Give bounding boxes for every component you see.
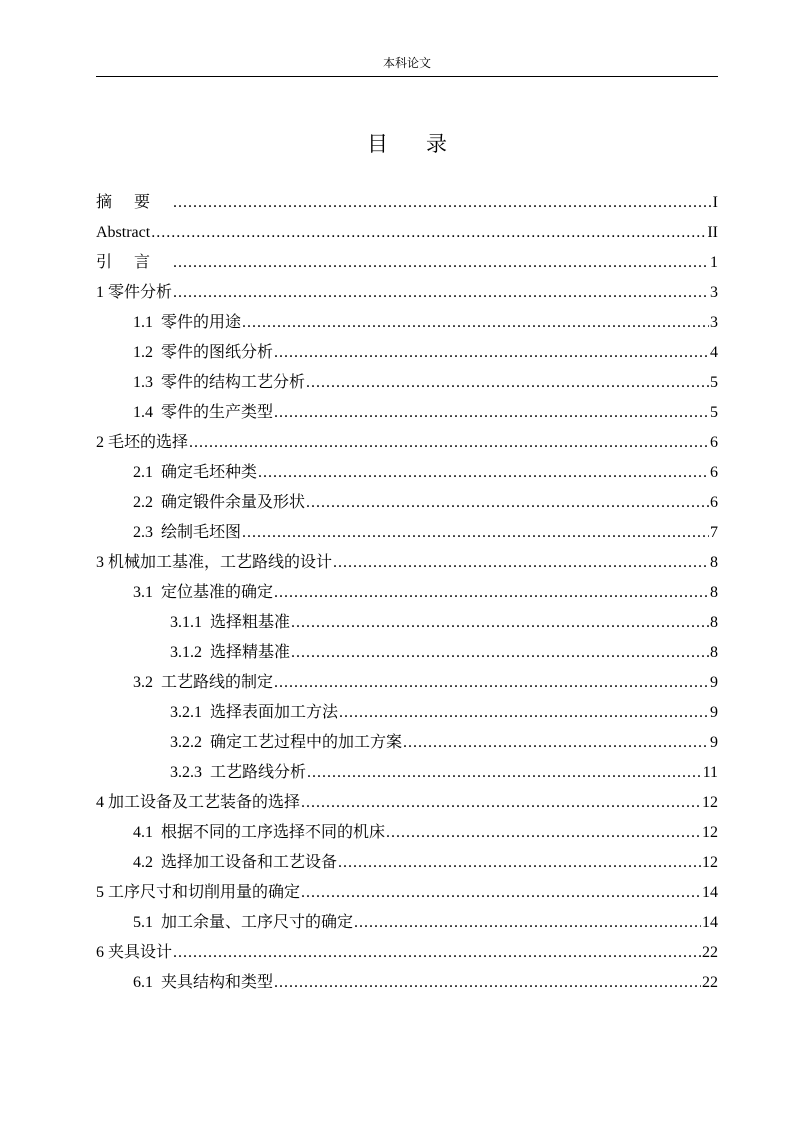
toc-leader	[386, 818, 701, 848]
toc-leader	[333, 548, 709, 578]
toc-entry-number: 2.2	[133, 494, 153, 511]
toc-entry-label: 零件的生产类型	[161, 404, 274, 421]
toc-leader	[291, 638, 709, 668]
toc-entry-number: 4.1	[133, 824, 153, 841]
toc-entry-page: 11	[702, 764, 718, 781]
toc-entry[interactable]	[96, 248, 718, 278]
toc-entry-label: 定位基准的确定	[161, 584, 274, 601]
toc-entry-label: 选择表面加工方法	[210, 704, 339, 721]
toc-entry-label: 工艺路线的制定	[161, 674, 274, 691]
toc-entry[interactable]	[96, 398, 718, 428]
toc-entry-number: 4	[96, 794, 104, 811]
toc-entry-label: 选择精基准	[210, 644, 291, 661]
toc-entry-label: 零件分析	[108, 284, 173, 301]
toc-entry[interactable]	[96, 218, 718, 248]
toc-leader	[274, 578, 709, 608]
toc-entry-label: 确定毛坯种类	[161, 464, 258, 481]
toc-entry[interactable]	[96, 608, 718, 638]
toc-entry-number: 3.1	[133, 584, 153, 601]
toc-entry[interactable]	[96, 818, 718, 848]
toc-entry-label: 零件的图纸分析	[161, 344, 274, 361]
toc-leader	[242, 308, 709, 338]
toc-leader	[173, 938, 701, 968]
toc-entry[interactable]	[96, 308, 718, 338]
toc-entry-label: 零件的用途	[161, 314, 242, 331]
toc-entry-page: I	[712, 194, 718, 211]
toc-entry-label: 零件的结构工艺分析	[161, 374, 306, 391]
toc-entry[interactable]	[96, 548, 718, 578]
toc-leader	[189, 428, 709, 458]
toc-entry-number: 1	[96, 284, 104, 301]
toc-entry-number: 4.2	[133, 854, 153, 871]
toc-entry-page: 4	[710, 344, 718, 361]
toc-entry[interactable]	[96, 188, 718, 218]
toc-entry[interactable]	[96, 638, 718, 668]
toc-entry-number: 3.2.2	[170, 734, 202, 751]
toc-entry-page: 12	[702, 854, 718, 871]
toc-leader	[173, 248, 709, 278]
toc-entry-page: 9	[710, 674, 718, 691]
toc-leader	[306, 368, 709, 398]
toc-entry-page: 3	[710, 284, 718, 301]
toc-leader	[274, 668, 709, 698]
toc-entry-number: 1.4	[133, 404, 153, 421]
toc-entry-number: 5.1	[133, 914, 153, 931]
toc-leader	[403, 728, 709, 758]
toc-leader	[338, 848, 701, 878]
toc-entry-page: 5	[710, 374, 718, 391]
toc-entry-page: II	[707, 224, 718, 241]
toc-leader	[291, 608, 709, 638]
toc-entry-label: 机械加工基准，工艺路线的设计	[108, 554, 333, 571]
toc-entry[interactable]	[96, 908, 718, 938]
toc-entry-page: 8	[710, 584, 718, 601]
toc-leader	[274, 398, 709, 428]
toc-leader	[173, 188, 712, 218]
toc-entry[interactable]	[96, 698, 718, 728]
toc-entry-number: 3	[96, 554, 104, 571]
toc-entry-page: 9	[710, 704, 718, 721]
toc-leader	[274, 338, 709, 368]
toc-entry-page: 8	[710, 644, 718, 661]
toc-entry-page: 22	[702, 974, 718, 991]
toc-entry-label: 加工余量、工序尺寸的确定	[161, 914, 354, 931]
toc-entry-page: 8	[710, 614, 718, 631]
toc-entry-label: 夹具设计	[108, 944, 173, 961]
toc-entry[interactable]	[96, 428, 718, 458]
toc-leader	[173, 278, 709, 308]
toc-entry-page: 8	[710, 554, 718, 571]
toc-entry-number: 6	[96, 944, 104, 961]
toc-entry[interactable]	[96, 338, 718, 368]
toc-title: 目录	[367, 132, 485, 156]
toc-leader	[301, 788, 701, 818]
toc-entry-label: 加工设备及工艺装备的选择	[108, 794, 301, 811]
toc-entry-page: 9	[710, 734, 718, 751]
toc-entry-page: 6	[710, 464, 718, 481]
toc-entry-page: 6	[710, 494, 718, 511]
toc-entry-page: 7	[710, 524, 718, 541]
running-header: 本科论文	[382, 56, 431, 70]
toc-entry-page: 3	[710, 314, 718, 331]
toc-entry-number: 1.3	[133, 374, 153, 391]
toc-entry-number: 2.1	[133, 464, 153, 481]
toc-entry[interactable]	[96, 728, 718, 758]
toc-entry[interactable]	[96, 668, 718, 698]
toc-entry-page: 14	[702, 914, 718, 931]
toc-leader	[242, 518, 709, 548]
toc-entry[interactable]	[96, 458, 718, 488]
toc-entry-number: 6.1	[133, 974, 153, 991]
toc-leader	[339, 698, 709, 728]
toc-leader	[151, 218, 706, 248]
toc-entry-label: Abstract	[96, 224, 151, 241]
toc-entry-page: 14	[702, 884, 718, 901]
toc-entry-label: 工艺路线分析	[210, 764, 307, 781]
toc-entry-number: 1.1	[133, 314, 153, 331]
toc-entry-number: 3.1.2	[170, 644, 202, 661]
toc-entry-number: 5	[96, 884, 104, 901]
toc-entry-page: 12	[702, 794, 718, 811]
toc-leader	[354, 908, 701, 938]
toc-entry-label: 夹具结构和类型	[161, 974, 274, 991]
toc-entry-page: 22	[702, 944, 718, 961]
toc-entry[interactable]	[96, 938, 718, 968]
toc-entry-number: 3.2	[133, 674, 153, 691]
toc-entry-label: 确定锻件余量及形状	[161, 494, 306, 511]
toc-entry-number: 1.2	[133, 344, 153, 361]
toc-entry-label: 摘要	[96, 194, 173, 211]
toc-entry-label: 选择粗基准	[210, 614, 291, 631]
toc-entry[interactable]	[96, 788, 718, 818]
toc-leader	[301, 878, 701, 908]
toc-entry[interactable]	[96, 488, 718, 518]
toc-entry-number: 3.1.1	[170, 614, 202, 631]
toc-entry[interactable]	[96, 278, 718, 308]
toc-entry-label: 根据不同的工序选择不同的机床	[161, 824, 386, 841]
toc-entry[interactable]	[96, 368, 718, 398]
toc-entry-page: 6	[710, 434, 718, 451]
toc-entry-label: 选择加工设备和工艺设备	[161, 854, 338, 871]
toc-entry-page: 12	[702, 824, 718, 841]
toc-entry[interactable]	[96, 848, 718, 878]
toc-leader	[258, 458, 709, 488]
toc-entry-page: 1	[710, 254, 718, 271]
toc-entry[interactable]	[96, 968, 718, 998]
header-rule	[96, 76, 718, 77]
toc-entry-label: 工序尺寸和切削用量的确定	[108, 884, 301, 901]
toc-entry-number: 3.2.1	[170, 704, 202, 721]
table-of-contents	[96, 188, 718, 998]
toc-entry-label: 引言	[96, 254, 173, 271]
toc-entry[interactable]	[96, 878, 718, 908]
toc-leader	[307, 758, 702, 788]
toc-entry-number: 2	[96, 434, 104, 451]
toc-entry[interactable]	[96, 758, 718, 788]
toc-entry-label: 确定工艺过程中的加工方案	[210, 734, 403, 751]
toc-entry-label: 绘制毛坯图	[161, 524, 242, 541]
toc-entry-number: 2.3	[133, 524, 153, 541]
toc-entry[interactable]	[96, 578, 718, 608]
toc-entry-page: 5	[710, 404, 718, 421]
toc-entry-label: 毛坯的选择	[108, 434, 189, 451]
toc-entry[interactable]	[96, 518, 718, 548]
toc-entry-number: 3.2.3	[170, 764, 202, 781]
toc-leader	[306, 488, 709, 518]
toc-leader	[274, 968, 701, 998]
